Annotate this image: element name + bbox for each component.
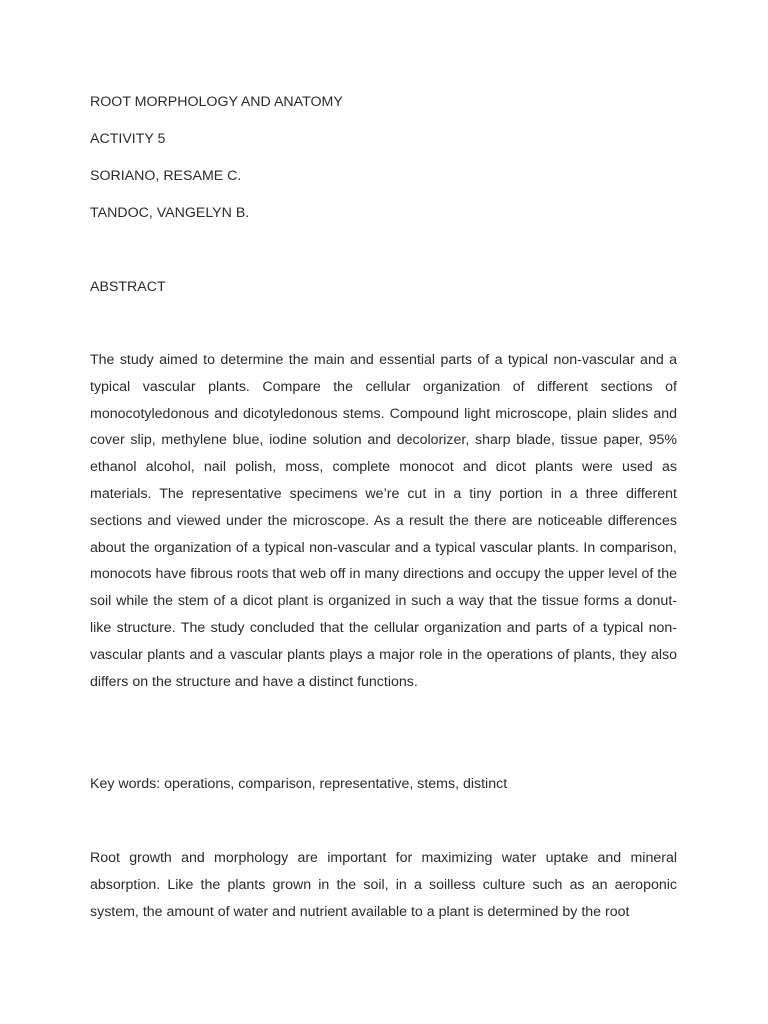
abstract-body: The study aimed to determine the main and essential parts of a typical non-vascular and a typical vascular plants. Compare the cellular organization of different sections of monocotyledonous and dicotyledonous stems. Compound light microscope, plain slides and cover slip, methylene blue, iodine solution and decolorizer, sharp blade, tissue paper, 95% ethanol alcohol, nail polish, moss, complete monocot and dicot plants were used as materials. The representative specimens we’re cut in a tiny portion in a three different sections and viewed under the microscope. As a result the there are noticeable differences about the organization of a typical non-vascular and a typical vascular plants. In comparison, monocots have fibrous roots that web off in many directions and occupy the upper level of the soil while the stem of a dicot plant is organized in such a way that the tissue forms a donut-like structure. The study concluded that the cellular organization and parts of a typical non-vascular plants and a vascular plants plays a major role in the operations of plants, they also differs on the structure and have a distinct functions. (90, 352, 677, 690)
abstract-heading: ABSTRACT (90, 279, 166, 295)
author-name: TANDOC, VANGELYN B. (90, 205, 250, 221)
activity-label: ACTIVITY 5 (90, 131, 166, 147)
document-title: ROOT MORPHOLOGY AND ANATOMY (90, 94, 343, 110)
keywords: Key words: operations, comparison, representative, stems, distinct (90, 776, 508, 792)
author-name: SORIANO, RESAME C. (90, 168, 242, 184)
introduction-body: Root growth and morphology are important for maximizing water uptake and mineral absorption. Like the plants grown in the soil, in a soilless culture such as an aeroponic system, the amount of water and nutrient available to a plant is determined by the root (90, 850, 677, 920)
